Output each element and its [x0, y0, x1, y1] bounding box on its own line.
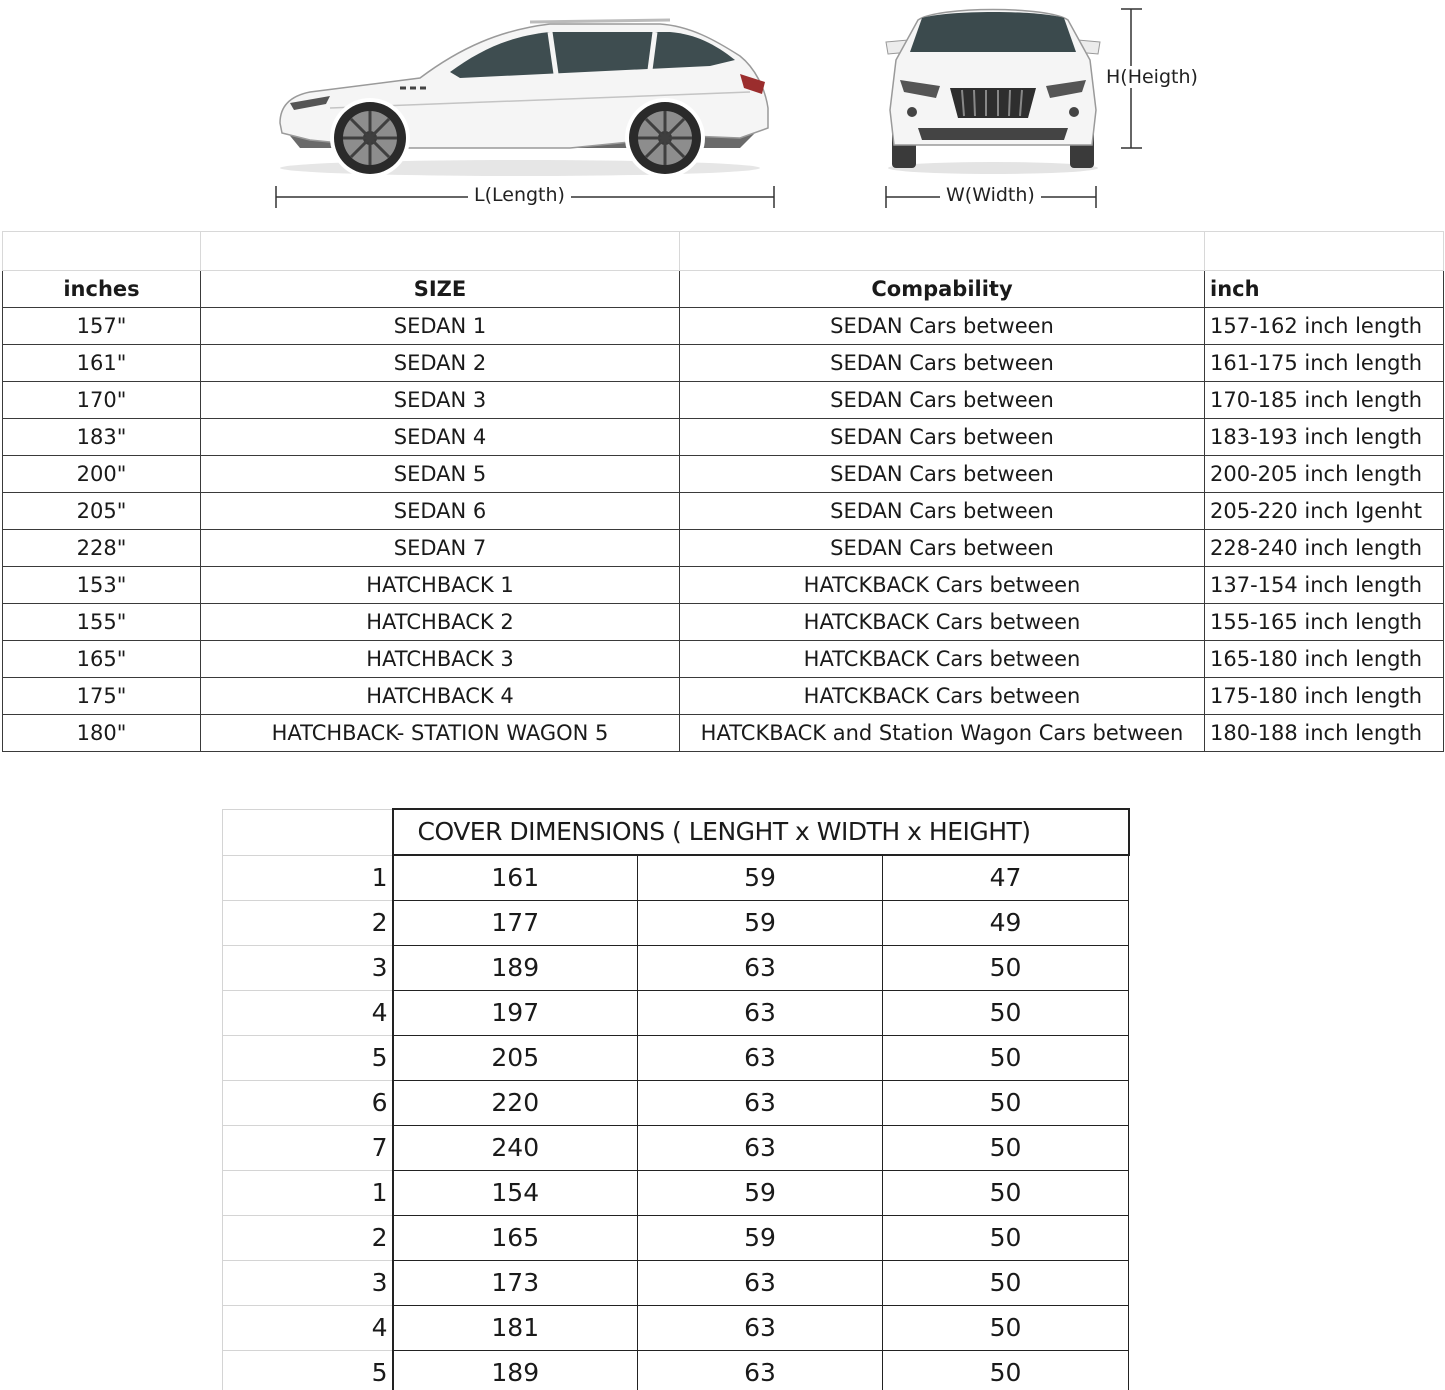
cell-length: 220 [393, 1081, 638, 1126]
cell-length: 181 [393, 1306, 638, 1351]
table-row [3, 419, 1444, 456]
table-row [3, 345, 1444, 382]
cell-length: 189 [393, 1351, 638, 1390]
cell-compability: HATCKBACK Cars between [680, 641, 1205, 678]
cell-index: 7 [223, 1126, 393, 1171]
cell-inch-range: 170-185 inch length [1205, 382, 1444, 419]
cell-index: 5 [223, 1351, 393, 1390]
table-row [3, 308, 1444, 345]
cell-length: 173 [393, 1261, 638, 1306]
cell-size: HATCHBACK 4 [201, 678, 680, 715]
cell-height: 50 [883, 1081, 1129, 1126]
cell-length: 161 [393, 855, 638, 901]
table-row [223, 1126, 1129, 1171]
table-row [3, 678, 1444, 715]
cell-inch-range: 137-154 inch length [1205, 567, 1444, 604]
cell-size: SEDAN 3 [201, 382, 680, 419]
cell-height: 50 [883, 991, 1129, 1036]
cell-height: 50 [883, 1126, 1129, 1171]
cell-compability: SEDAN Cars between [680, 493, 1205, 530]
table-row [223, 946, 1129, 991]
cell-inch-range: 155-165 inch length [1205, 604, 1444, 641]
cell-compability: HATCKBACK Cars between [680, 567, 1205, 604]
cell-length: 240 [393, 1126, 638, 1171]
cell-width: 63 [638, 1126, 883, 1171]
cell-inch-range: 205-220 inch lgenht [1205, 493, 1444, 530]
cell-inches: 205" [3, 493, 201, 530]
table-row [3, 567, 1444, 604]
table-row [223, 1261, 1129, 1306]
cell-inches: 183" [3, 419, 201, 456]
cell-length: 189 [393, 946, 638, 991]
cell-height: 50 [883, 1171, 1129, 1216]
cell-width: 63 [638, 1351, 883, 1390]
cell-inch-range: 183-193 inch length [1205, 419, 1444, 456]
cell-index: 1 [223, 855, 393, 901]
blank-cell [680, 232, 1205, 271]
cell-width: 63 [638, 1081, 883, 1126]
table-row [223, 855, 1129, 901]
cell-width: 63 [638, 1036, 883, 1081]
cell-width: 63 [638, 946, 883, 991]
table-row [223, 991, 1129, 1036]
header-inches: inches [3, 271, 201, 308]
table-row [3, 382, 1444, 419]
car-side-view-image [270, 8, 775, 183]
cover-dimensions-table [222, 808, 1130, 1390]
dims-header-row [223, 809, 1129, 855]
car-front-view-image [878, 0, 1108, 178]
blank-cell [1205, 232, 1444, 271]
header-size: SIZE [201, 271, 680, 308]
cell-size: SEDAN 5 [201, 456, 680, 493]
cell-size: SEDAN 2 [201, 345, 680, 382]
cell-index: 4 [223, 991, 393, 1036]
table-row [3, 530, 1444, 567]
cell-inches: 170" [3, 382, 201, 419]
cell-index: 2 [223, 901, 393, 946]
header-compability: Compability [680, 271, 1205, 308]
cell-height: 50 [883, 1261, 1129, 1306]
compatibility-table [2, 231, 1444, 752]
cell-width: 63 [638, 1261, 883, 1306]
cell-inches: 155" [3, 604, 201, 641]
cell-size: HATCHBACK 1 [201, 567, 680, 604]
cell-size: SEDAN 6 [201, 493, 680, 530]
cell-width: 59 [638, 1216, 883, 1261]
cell-inches: 175" [3, 678, 201, 715]
table-row [3, 715, 1444, 752]
table-row [223, 1171, 1129, 1216]
blank-row [3, 232, 1444, 271]
table-row [223, 1036, 1129, 1081]
cell-inches: 161" [3, 345, 201, 382]
width-label: W(Width) [940, 184, 1041, 206]
dims-title: COVER DIMENSIONS ( LENGHT x WIDTH x HEIGHT) [393, 809, 1129, 855]
cell-length: 154 [393, 1171, 638, 1216]
cell-compability: SEDAN Cars between [680, 419, 1205, 456]
table-row [3, 641, 1444, 678]
cell-index: 4 [223, 1306, 393, 1351]
header-inch: inch [1205, 271, 1444, 308]
cell-size: SEDAN 4 [201, 419, 680, 456]
cell-size: HATCHBACK 2 [201, 604, 680, 641]
cell-inch-range: 161-175 inch length [1205, 345, 1444, 382]
cell-size: SEDAN 7 [201, 530, 680, 567]
header-row [3, 271, 1444, 308]
blank-cell [3, 232, 201, 271]
cell-width: 59 [638, 855, 883, 901]
table-row [3, 604, 1444, 641]
table-row [223, 1306, 1129, 1351]
cell-width: 63 [638, 991, 883, 1036]
cell-length: 205 [393, 1036, 638, 1081]
cell-inch-range: 165-180 inch length [1205, 641, 1444, 678]
cell-length: 165 [393, 1216, 638, 1261]
cell-height: 47 [883, 855, 1129, 901]
cell-index: 3 [223, 1261, 393, 1306]
cell-compability: SEDAN Cars between [680, 308, 1205, 345]
table-row [3, 493, 1444, 530]
cell-width: 63 [638, 1306, 883, 1351]
table-row [3, 456, 1444, 493]
cell-inch-range: 175-180 inch length [1205, 678, 1444, 715]
cell-compability: SEDAN Cars between [680, 345, 1205, 382]
cell-height: 49 [883, 901, 1129, 946]
length-label: L(Length) [468, 184, 571, 206]
cell-inches: 165" [3, 641, 201, 678]
cell-index: 2 [223, 1216, 393, 1261]
cell-compability: SEDAN Cars between [680, 530, 1205, 567]
cell-inch-range: 228-240 inch length [1205, 530, 1444, 567]
cell-height: 50 [883, 1306, 1129, 1351]
cell-compability: SEDAN Cars between [680, 382, 1205, 419]
cell-height: 50 [883, 1216, 1129, 1261]
cell-width: 59 [638, 1171, 883, 1216]
cell-inches: 157" [3, 308, 201, 345]
cell-inches: 180" [3, 715, 201, 752]
height-label: H(Heigth) [1106, 66, 1198, 88]
cell-inches: 153" [3, 567, 201, 604]
cell-width: 59 [638, 901, 883, 946]
cell-size: HATCHBACK 3 [201, 641, 680, 678]
cell-inches: 228" [3, 530, 201, 567]
cell-size: SEDAN 1 [201, 308, 680, 345]
cell-size: HATCHBACK- STATION WAGON 5 [201, 715, 680, 752]
cell-height: 50 [883, 1351, 1129, 1390]
table-row [223, 1351, 1129, 1390]
cell-inch-range: 157-162 inch length [1205, 308, 1444, 345]
cell-inches: 200" [3, 456, 201, 493]
cell-compability: SEDAN Cars between [680, 456, 1205, 493]
cell-inch-range: 180-188 inch length [1205, 715, 1444, 752]
table-row [223, 1216, 1129, 1261]
cell-compability: HATCKBACK and Station Wagon Cars between [680, 715, 1205, 752]
cell-length: 177 [393, 901, 638, 946]
cell-length: 197 [393, 991, 638, 1036]
cell-index: 5 [223, 1036, 393, 1081]
blank-cell [201, 232, 680, 271]
table-row [223, 1081, 1129, 1126]
cell-index: 6 [223, 1081, 393, 1126]
cell-index: 1 [223, 1171, 393, 1216]
cell-index: 3 [223, 946, 393, 991]
cell-inch-range: 200-205 inch length [1205, 456, 1444, 493]
table-row [223, 901, 1129, 946]
cell-height: 50 [883, 946, 1129, 991]
cell-compability: HATCKBACK Cars between [680, 604, 1205, 641]
corner-cell [223, 809, 393, 855]
cell-height: 50 [883, 1036, 1129, 1081]
cell-compability: HATCKBACK Cars between [680, 678, 1205, 715]
